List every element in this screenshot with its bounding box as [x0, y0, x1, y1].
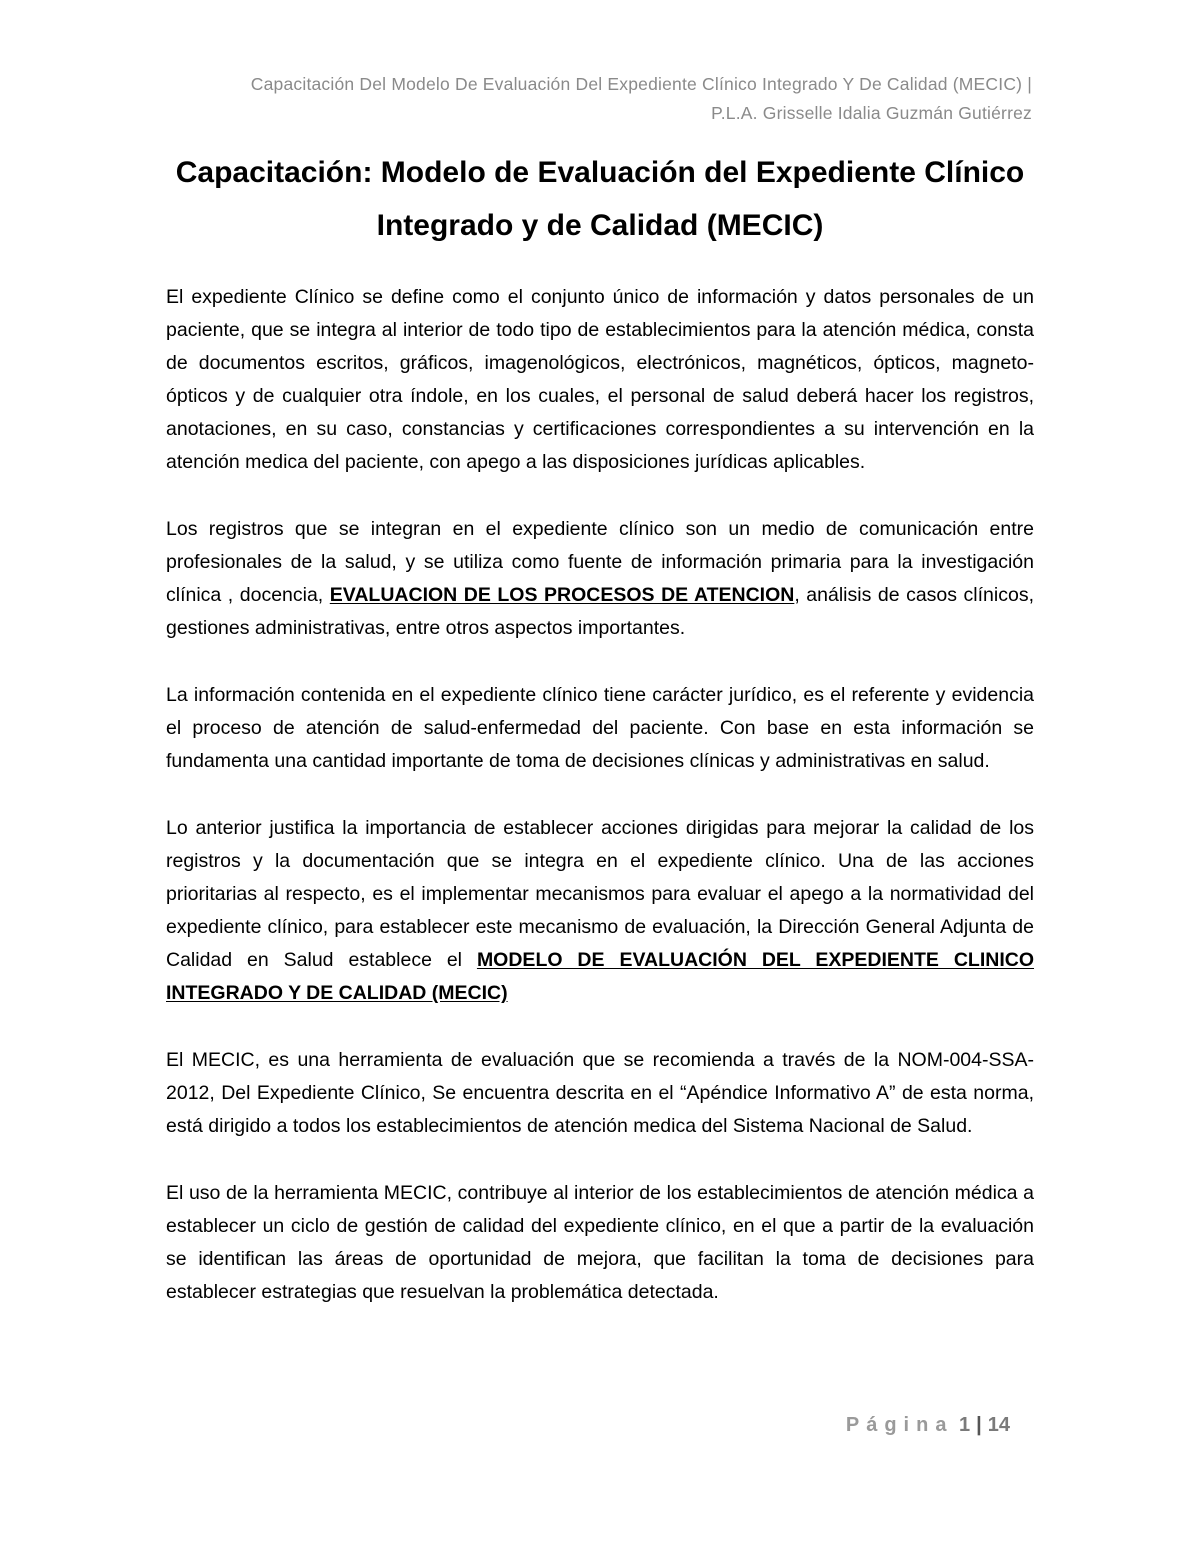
page-footer [846, 1410, 1010, 1440]
header-author: P.L.A. Grisselle Idalia Guzmán Gutiérrez [711, 103, 1032, 123]
header-course-title: Capacitación Del Modelo De Evaluación Del Expediente Clínico Integrado Y De Calidad (MECIC) | [250, 74, 1032, 94]
current-page-number: 1 [959, 1414, 971, 1436]
title-line-1: Capacitación: Modelo de Evaluación del Expediente Clínico [175, 156, 1025, 189]
evaluacion-procesos-link[interactable]: EVALUACION DE LOS PROCESOS DE ATENCION [329, 584, 795, 606]
title-line-2: Integrado y de Calidad (MECIC) [376, 209, 824, 242]
paragraph-justificacion-text: Lo anterior justifica la importancia de establecer acciones dirigidas para mejorar la calidad de los registros y la documentación que se integra en el expediente clínico. Una de las acciones prioritarias al respecto, es el implementar mecanismos para evaluar el apego a la normatividad del expediente clínico, para establecer este mecanismo de evaluación, la Dirección General Adjunta de Calidad en Salud establece el [166, 817, 1034, 971]
mecic-model-link[interactable]: MODELO DE EVALUACIÓN DEL EXPEDIENTE CLINICO INTEGRADO Y DE CALIDAD (MECIC) [166, 949, 1035, 1004]
page-header [152, 70, 1032, 128]
paragraph-informacion: La información contenida en el expediente clínico tiene carácter jurídico, es el referente y evidencia el proceso de atención de salud-enfermedad del paciente. Con base en esta información se fundamenta una cantidad importante de toma de decisiones clínicas y administrativas en salud. [166, 684, 1034, 772]
paragraph-registros-text-a: Los registros que se integran en el expediente clínico son un medio de comunicación entre profesionales de la salud, y se utiliza como fuente de información primaria para la investigación clínica , docencia, [166, 518, 1034, 606]
paragraph-uso-mecic: El uso de la herramienta MECIC, contribuye al interior de los establecimientos de atención médica a establecer un ciclo de gestión de calidad del expediente clínico, en el que a partir de la evaluación se identifican las áreas de oportunidad de mejora, que facilitan la toma de decisiones para establecer estrategias que resuelvan la problemática detectada. [166, 1182, 1034, 1303]
document-title [166, 146, 1034, 252]
total-pages: 14 [987, 1414, 1010, 1436]
paragraph-registros-text-b: , análisis de casos clínicos, gestiones administrativas, entre otros aspectos importantes. [166, 584, 1034, 639]
paragraph-justificacion [166, 812, 1034, 1010]
paragraph-definition: El expediente Clínico se define como el conjunto único de información y datos personales de un paciente, que se integra al interior de todo tipo de establecimientos para la atención médica, consta de documentos escritos, gráficos, imagenológicos, electrónicos, magnéticos, ópticos, magneto-ópticos y de cualquier otra índole, en los cuales, el personal de salud deberá hacer los registros, anotaciones, en su caso, constancias y certificaciones correspondientes a su intervención en la atención medica del paciente, con apego a las disposiciones jurídicas aplicables. [166, 286, 1034, 473]
page-label: Página [845, 1414, 954, 1436]
paragraph-mecic-herramienta: El MECIC, es una herramienta de evaluación que se recomienda a través de la NOM-004-SSA-2012, Del Expediente Clínico, Se encuentra descrita en el “Apéndice Informativo A” de esta norma, está dirigido a todos los establecimientos de atención medica del Sistema Nacional de Salud. [166, 1049, 1034, 1137]
page-separator: | [976, 1414, 982, 1436]
paragraph-registros [166, 513, 1034, 645]
document-body [166, 281, 1034, 1343]
